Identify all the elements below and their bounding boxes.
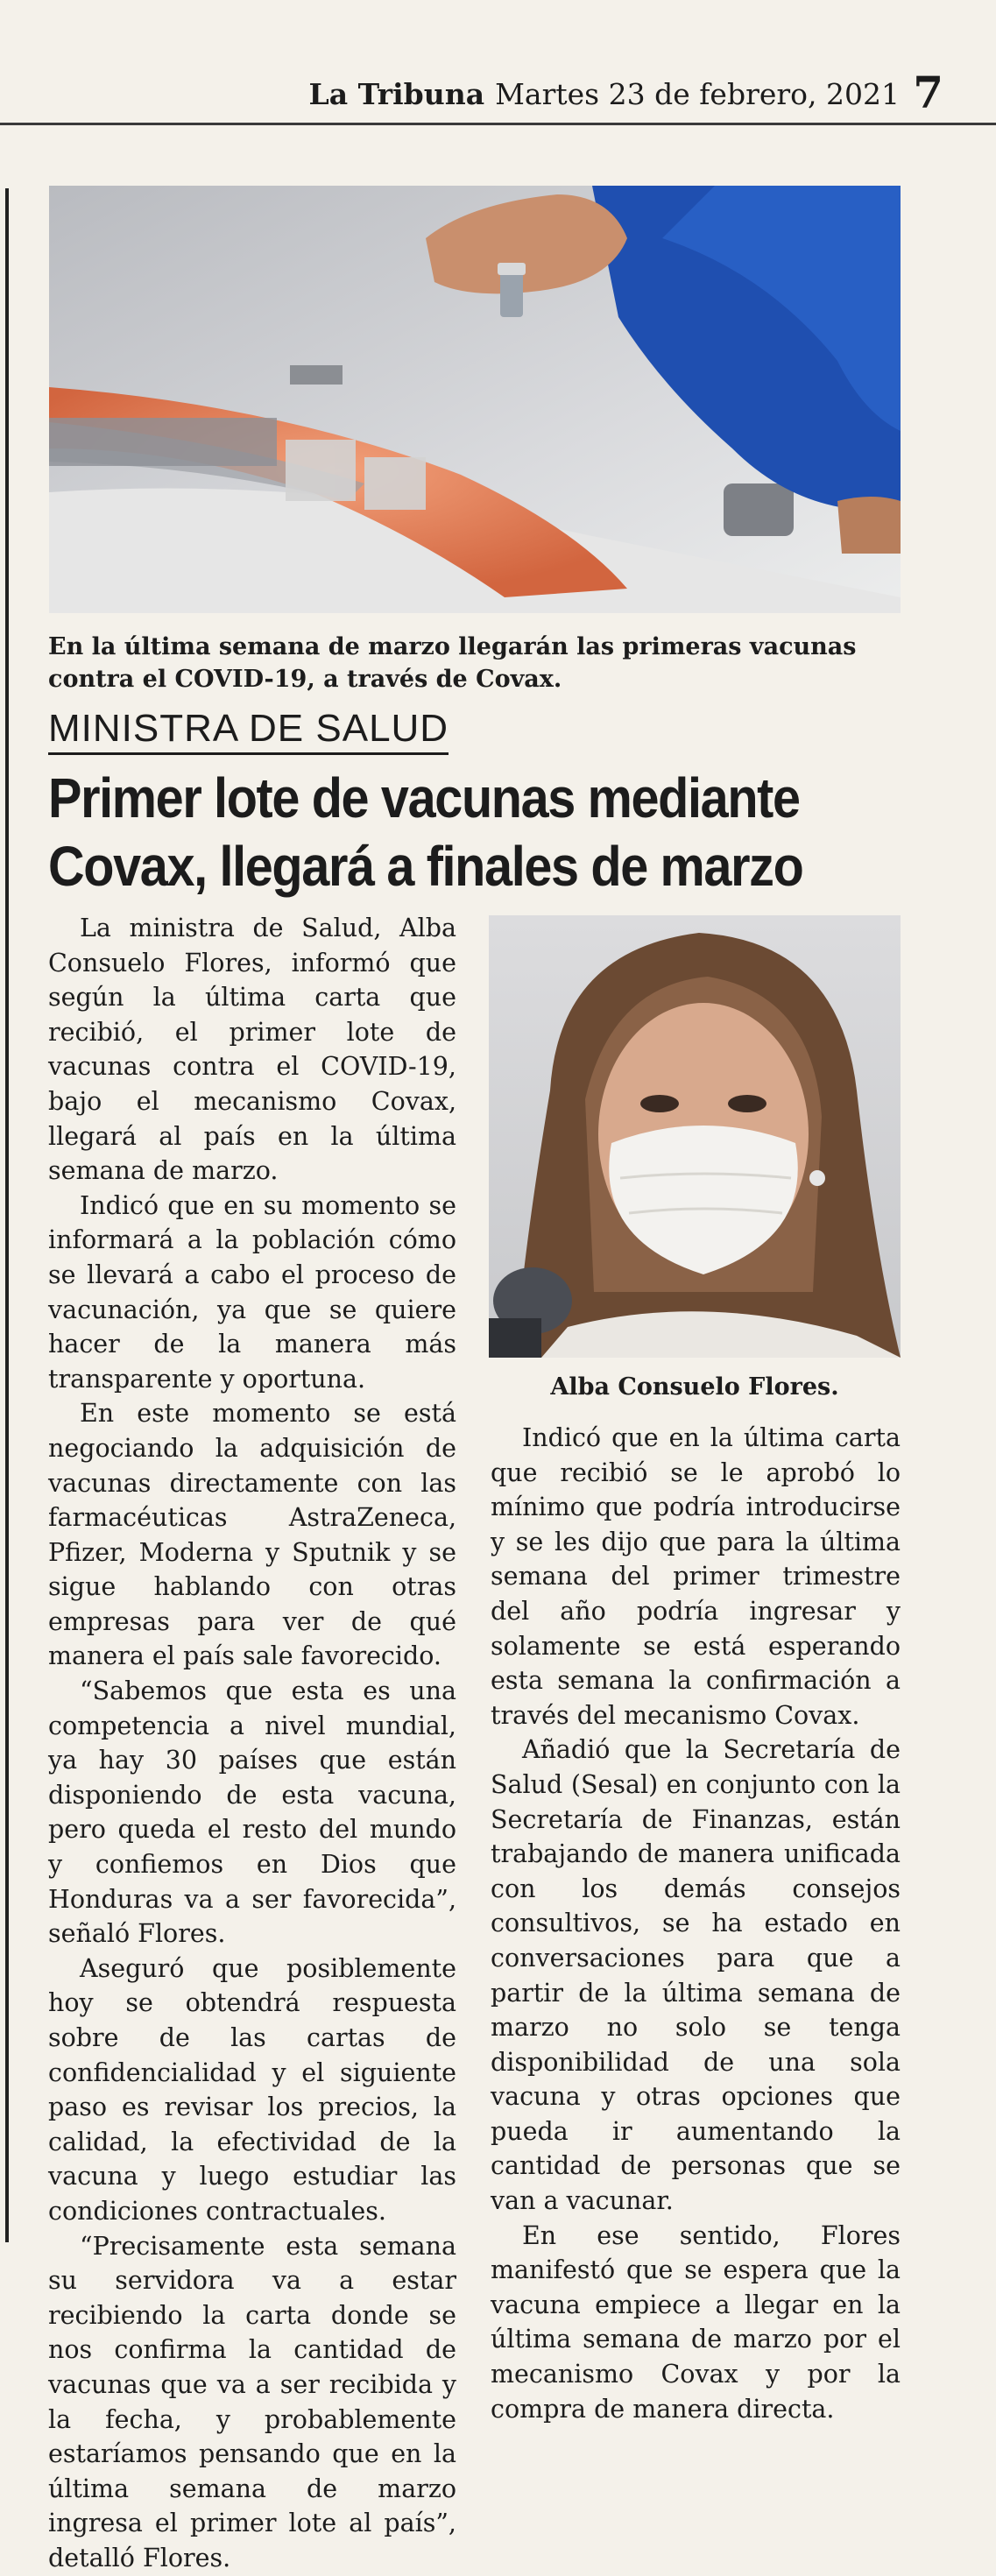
paragraph: En este momento se está negociando la adquisición de vacunas directamente con las farmacéuticas AstraZeneca, Pfizer, Moderna y Sputnik y se sigue hablando con otras empresas para ver de qué manera el país sale favorecido. [48, 1399, 456, 1671]
paragraph: Indicó que en la última carta que recibió se le aprobó lo mínimo que podría introducirse y se les dijo que para la última semana del primer trimestre del año podría ingresar y solamente se está esperando esta semana la confirmación a través del mecanismo Covax. [491, 1423, 901, 1730]
article-column-right [491, 1421, 901, 2426]
column-rule [5, 188, 9, 2242]
article-headline [48, 764, 821, 900]
vaccine-photo [49, 186, 901, 613]
headline-line-2: Covax, llegará a finales de marzo [48, 835, 803, 898]
paragraph: Aseguró que posiblemente hoy se obtendrá respuesta sobre de las cartas de confidencialidad y el siguiente paso es revisar los precios, la calidad, la efectividad de la vacuna y luego estudiar las condiciones contractuales. [48, 1953, 456, 2226]
portrait-caption: Alba Consuelo Flores. [550, 1373, 839, 1401]
paragraph: “Sabemos que esta es una competencia a nivel mundial, ya hay 30 países que están disponiendo de esta vacuna, pero queda el resto del mundo y confiemos en Dios que Honduras va a ser favorecida”, señaló Flores. [48, 1676, 456, 1949]
publication-date: Martes 23 de febrero, 2021 [495, 77, 900, 111]
paragraph: La ministra de Salud, Alba Consuelo Flores, informó que según la última carta que recibió, el primer lote de vacunas contra el COVID-19, bajo el mecanismo Covax, llegará al país en la última semana de marzo. [48, 914, 456, 1186]
newspaper-name: La Tribuna [308, 77, 485, 111]
paragraph: Añadió que la Secretaría de Salud (Sesal) en conjunto con la Secretaría de Finanzas, están trabajando de manera unificada con los demás consejos consultivos, se ha estado en conversaciones para que a partir de la última semana de marzo no solo se tenga disponibilidad de una sola vacuna y otras opciones que pueda ir aumentando la cantidad de personas que se van a vacunar. [491, 1735, 901, 2216]
paragraph: En ese sentido, Flores manifestó que se espera que la vacuna empiece a llegar en la última semana de marzo por el mecanismo Covax y por la compra de manera directa. [491, 2220, 901, 2424]
header-info [309, 77, 900, 111]
article-column-left [48, 911, 456, 2576]
page-header [0, 61, 996, 125]
paragraph: “Precisamente esta semana su servidora va a estar recibiendo la carta donde se nos confirma la cantidad de vacunas que va a ser recibida y la fecha, y probablemente estaríamos pensando que en la última semana de marzo ingresa el primer lote al país”, detalló Flores. [48, 2231, 456, 2572]
paragraph: Indicó que en su momento se informará a la población cómo se llevará a cabo el proceso de vacunación, ya que se quiere hacer de la manera más transparente y oportuna. [48, 1190, 456, 1394]
photo-caption: En la última semana de marzo llegarán las primeras vacunas contra el COVID-19, a través de Covax. [48, 633, 857, 693]
portrait-photo [489, 915, 901, 1358]
section-kicker: MINISTRA DE SALUD [48, 707, 449, 755]
headline-line-1: Primer lote de vacunas mediante [48, 766, 800, 829]
page-number: 7 [913, 67, 943, 118]
